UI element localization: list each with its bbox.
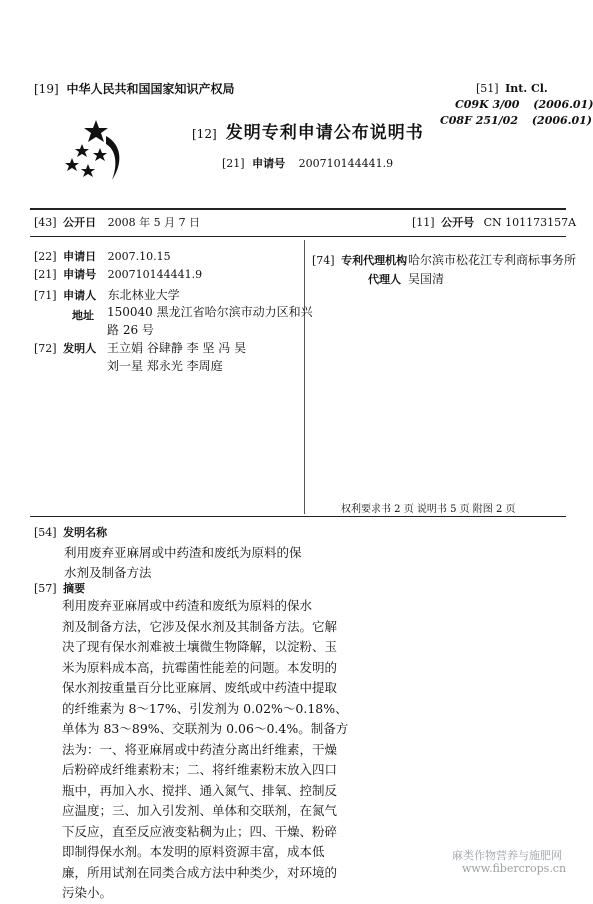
pubdate-label: 公开日: [63, 216, 97, 229]
intcl-2-date: (2006.01): [531, 114, 593, 127]
header-app-no-code: [21]: [222, 157, 245, 170]
doc-type-code: [12]: [192, 127, 217, 141]
abstract-line: 决了现有保水剂难被土壤微生物降解，以淀粉、玉: [62, 639, 338, 654]
abstract-line: 廉，所用试剂在同类合成方法中种类少，对环境的: [62, 864, 338, 880]
abstract-line: 法为：一、将亚麻屑或中药渣分离出纤维素，干燥: [62, 741, 338, 757]
inventor-code: [72]: [34, 342, 57, 355]
address-label: 地址: [72, 309, 94, 322]
pubno-label: 公开号: [441, 216, 475, 229]
abstract-line: 单体为 83～89%、交联剂为 0.06～0.4%。制备方: [62, 721, 349, 736]
applicant-value: 东北林业大学: [107, 288, 180, 302]
agent-value: 吴国清: [408, 272, 445, 286]
abstract-line: 保水剂按重量百分比亚麻屑、废纸或中药渣中提取: [62, 680, 338, 695]
intcl-code: [51]: [476, 82, 499, 95]
doc-type-title: 发明专利申请公布说明书: [225, 123, 424, 143]
abstract-line: 剂及制备方法，它涉及保水剂及其制备方法。它解: [62, 618, 338, 634]
appno-code: [21]: [34, 268, 57, 281]
abstract-line: 即制得保水剂。本发明的原料资源丰富，成本低: [62, 844, 325, 859]
intcl-1-date: (2006.01): [533, 98, 593, 111]
abstract-line: 的纤维素为 8～17%、引发剂为 0.02%～0.18%、: [62, 700, 348, 716]
abstract-line: 后粉碎成纤维素粉末；二、将纤维素粉末放入四口: [62, 762, 338, 777]
column-divider: [304, 240, 305, 514]
agency-value: 哈尔滨市松花江专利商标事务所: [408, 253, 577, 267]
invention-title-line-2: 水剂及制备方法: [64, 565, 152, 580]
filing-code: [22]: [34, 250, 57, 263]
watermark-url: www.fibercrops.cn: [462, 862, 567, 875]
agency-label: 专利代理机构: [341, 254, 408, 267]
authority-code: [19]: [34, 82, 59, 96]
filing-label: 申请日: [63, 250, 97, 263]
abstract-line: 利用废弃亚麻屑或中药渣和废纸为原料的保水: [62, 598, 313, 613]
abstract-line: 下反应，直至反应液变粘稠为止；四、干燥、粉碎: [62, 823, 338, 839]
pubno-code: [11]: [412, 216, 435, 229]
abstract-line: 应温度；三、加入引发剂、单体和交联剂，在氮气: [62, 803, 338, 818]
header-app-no-label: 申请号: [252, 157, 286, 170]
inventor-label: 发明人: [63, 342, 97, 355]
filing-date: 2007.10.15: [107, 250, 171, 263]
agent-label: 代理人: [368, 273, 401, 286]
applicant-label: 申请人: [63, 289, 97, 302]
biblio-divider: [30, 516, 566, 517]
header-app-no: 200710144441.9: [298, 157, 394, 170]
applicant-code: [71]: [34, 289, 57, 302]
pubno-value: CN 101173157A: [483, 216, 577, 229]
emblem-star: [84, 120, 108, 142]
invention-title-line-1: 利用废弃亚麻屑或中药渣和废纸为原料的保: [64, 545, 302, 560]
abstract-line: 米为原料成本高，抗霉菌性能差的问题。本发明的: [62, 659, 338, 675]
page-counts: 权利要求书 2 页 说明书 5 页 附图 2 页: [341, 504, 516, 515]
appno-value: 200710144441.9: [107, 268, 203, 281]
title-label: 发明名称: [63, 526, 108, 539]
pubdate-code: [43]: [34, 216, 57, 229]
intcl-label: Int. Cl.: [505, 82, 548, 95]
address-line-2: 路 26 号: [107, 323, 154, 337]
appno-label: 申请号: [63, 268, 97, 281]
intcl-2: C08F 251/02: [440, 114, 518, 127]
header-divider: [30, 208, 566, 210]
intcl-1: C09K 3/00: [455, 98, 520, 111]
abstract-body: [62, 596, 348, 904]
national-emblem-logo: [66, 118, 128, 190]
watermark-site-name: 麻类作物营养与施肥网: [452, 849, 562, 862]
agency-code: [74]: [312, 254, 335, 267]
abstract-line: 污染小。: [62, 885, 113, 900]
title-code: [54]: [34, 526, 57, 539]
authority-name: 中华人民共和国国家知识产权局: [66, 82, 235, 96]
abstract-label: 摘要: [63, 582, 86, 595]
pubdate-value: 2008 年 5 月 7 日: [107, 216, 201, 229]
abstract-code: [57]: [34, 582, 57, 595]
abstract-line: 瓶中，再加入水、搅拌、通入氮气、排氧、控制反: [62, 782, 338, 798]
inventors-line-2: 刘一星 郑永光 李周庭: [107, 359, 223, 373]
inventors-line-1: 王立娟 谷肆静 李 坚 冯 昊: [107, 341, 247, 355]
address-line-1: 150040 黑龙江省哈尔滨市动力区和兴: [107, 305, 313, 319]
pub-divider: [30, 236, 566, 237]
